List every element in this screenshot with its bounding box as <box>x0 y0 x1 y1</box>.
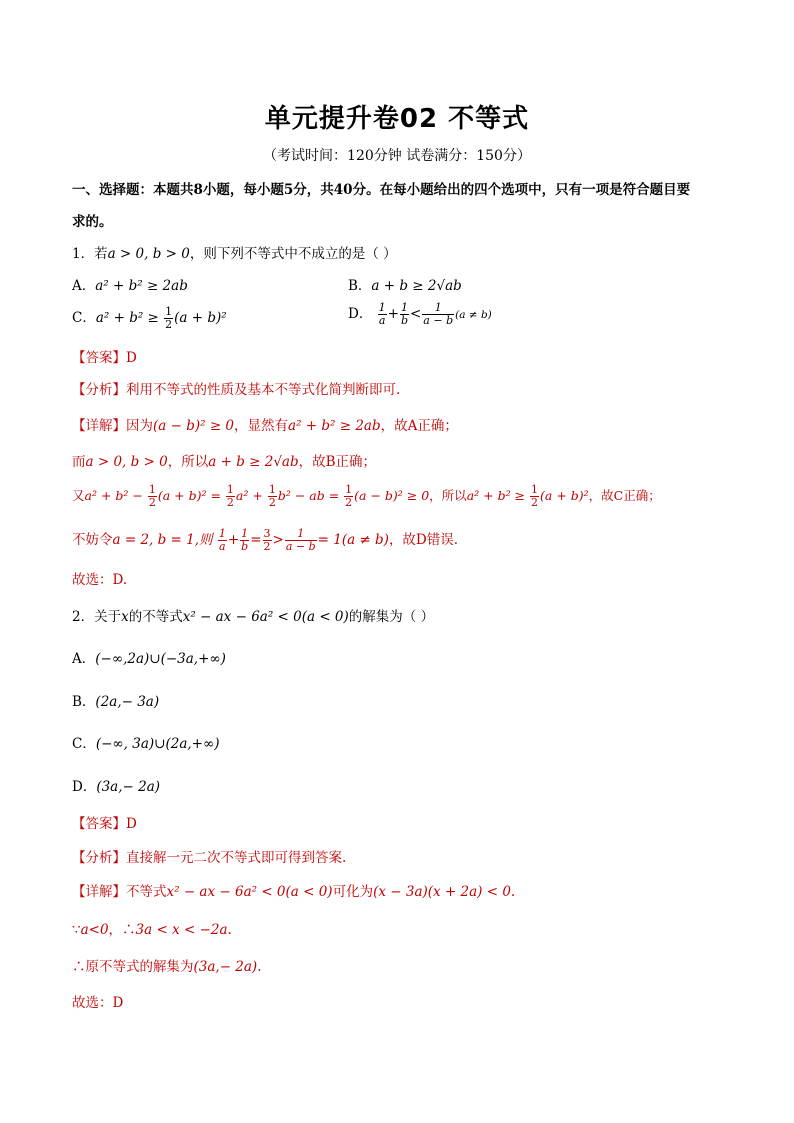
q2-detail-3: ∴原不等式的解集为(3a,− 2a). <box>72 959 262 975</box>
q1-detail-2: 而a > 0, b > 0，所以a + b ≥ 2√ab，故B正确； <box>72 454 377 470</box>
q2-conclusion: 故选：D <box>72 995 124 1011</box>
q2-option-b: B．(2a,− 3a) <box>72 694 160 710</box>
q1-option-b: B．a + b ≥ 2√ab <box>348 278 462 294</box>
q2-detail-2: ∵a<0，∴3a < x < −2a. <box>72 922 232 938</box>
q1-option-a: A．a² + b² ≥ 2ab <box>72 278 188 294</box>
q1-analysis: 【分析】利用不等式的性质及基本不等式化简判断即可. <box>72 382 401 398</box>
q2-option-a: A．(−∞,2a)∪(−3a,+∞) <box>72 651 226 667</box>
q1-detail-3: 又a² + b² − $\frac{1}{2}$ (a + b)² = $\frac{1}{2}$ a² + $\frac{1}{2}$ b² − ab = $\frac{1}{2}$ (a − b)² ≥ 0，所以a² + b² ≥ $\frac{1}{2}$ (a + b)²，故C正确； <box>72 483 661 509</box>
q1-conclusion: 故选：D. <box>72 572 128 588</box>
q1-detail-4: 不妨令a = 2, b = 1,则 $\frac{1}{a}$ + $\frac{1}{b}$ = $\frac{3}{2}$ > $\frac{1}{a - b}$ = 1(a ≠ b)，故D错误. <box>72 527 459 553</box>
q1-option-d: D． $\frac{1}{a}$ + $\frac{1}{b}$ < $\frac{1}{a - b}$ (a ≠ b) <box>348 301 492 327</box>
q1-option-c: C．a² + b² ≥ $\frac{1}{2}$ (a + b)² <box>72 305 227 331</box>
section-heading-line2: 求的。 <box>72 214 113 230</box>
section-heading-line1: 一、选择题：本题共8小题，每小题5分，共40分。在每小题给出的四个选项中，只有一项是符合题目要 <box>72 182 691 198</box>
q2-stem: 2．关于x的不等式x² − ax − 6a² < 0(a < 0)的解集为（ ） <box>72 609 435 625</box>
q2-detail-1: 【详解】不等式x² − ax − 6a² < 0(a < 0)可化为(x − 3a)(x + 2a) < 0. <box>72 884 516 900</box>
q2-option-c: C．(−∞, 3a)∪(2a,+∞) <box>72 736 220 752</box>
q1-answer: 【答案】D <box>72 350 137 366</box>
q2-option-d: D．(3a,− 2a) <box>72 779 161 795</box>
fraction: $\frac{1}{2}$ <box>165 305 173 331</box>
q1-detail-1: 【详解】因为(a − b)² ≥ 0，显然有a² + b² ≥ 2ab，故A正确； <box>72 418 458 434</box>
page-subtitle: （考试时间：120分钟 试卷满分：150分） <box>263 148 531 164</box>
q2-analysis: 【分析】直接解一元二次不等式即可得到答案. <box>72 850 347 866</box>
q2-answer: 【答案】D <box>72 816 137 832</box>
page-title: 单元提升卷02 不等式 <box>264 104 530 134</box>
q1-stem: 1．若a > 0, b > 0，则下列不等式中不成立的是（ ） <box>72 246 397 262</box>
